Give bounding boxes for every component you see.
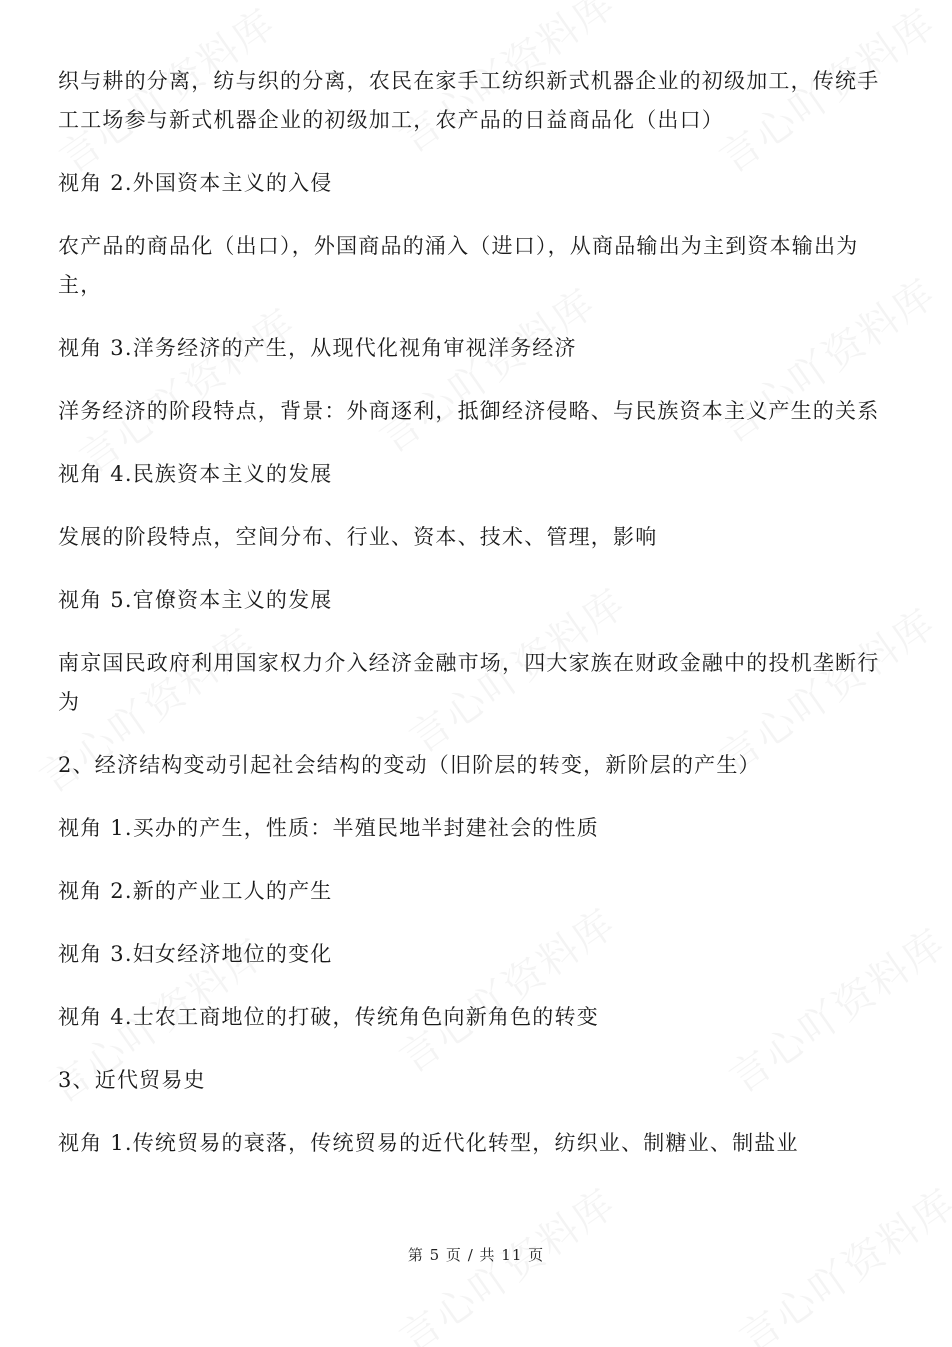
paragraph: 视角 1.买办的产生，性质：半殖民地半封建社会的性质: [58, 816, 599, 840]
paragraph: 织与耕的分离，纺与织的分离，农民在家手工纺织新式机器企业的初级加工，传统手工工场参与新式机器企业的初级加工，农产品的日益商品化（出口）: [58, 69, 880, 132]
paragraph: 发展的阶段特点，空间分布、行业、资本、技术、管理，影响: [58, 525, 658, 549]
paragraph: 视角 2.外国资本主义的入侵: [58, 171, 333, 195]
section-heading: 3、近代贸易史: [58, 1068, 206, 1092]
paragraph: 视角 5.官僚资本主义的发展: [58, 588, 333, 612]
paragraph: 视角 3.洋务经济的产生，从现代化视角审视洋务经济: [58, 336, 577, 360]
paragraph: 洋务经济的阶段特点，背景：外商逐利，抵御经济侵略、与民族资本主义产生的关系: [58, 399, 880, 423]
paragraph: 视角 4.士农工商地位的打破，传统角色向新角色的转变: [58, 1005, 599, 1029]
section-heading: 2、经济结构变动引起社会结构的变动（旧阶层的转变，新阶层的产生）: [58, 753, 761, 777]
page-footer: 第 5 页 / 共 11 页: [407, 1246, 545, 1264]
paragraph: 视角 3.妇女经济地位的变化: [58, 942, 333, 966]
paragraph: 视角 4.民族资本主义的发展: [58, 462, 333, 486]
paragraph: 南京国民政府利用国家权力介入经济金融市场，四大家族在财政金融中的投机垄断行为: [58, 651, 880, 714]
paragraph: 视角 1.传统贸易的衰落，传统贸易的近代化转型，纺织业、制糖业、制盐业: [58, 1131, 799, 1155]
document-body: [58, 62, 898, 1187]
paragraph: 农产品的商品化（出口），外国商品的涌入（进口），从商品输出为主到资本输出为主，: [58, 234, 859, 297]
paragraph: 视角 2.新的产业工人的产生: [58, 879, 333, 903]
